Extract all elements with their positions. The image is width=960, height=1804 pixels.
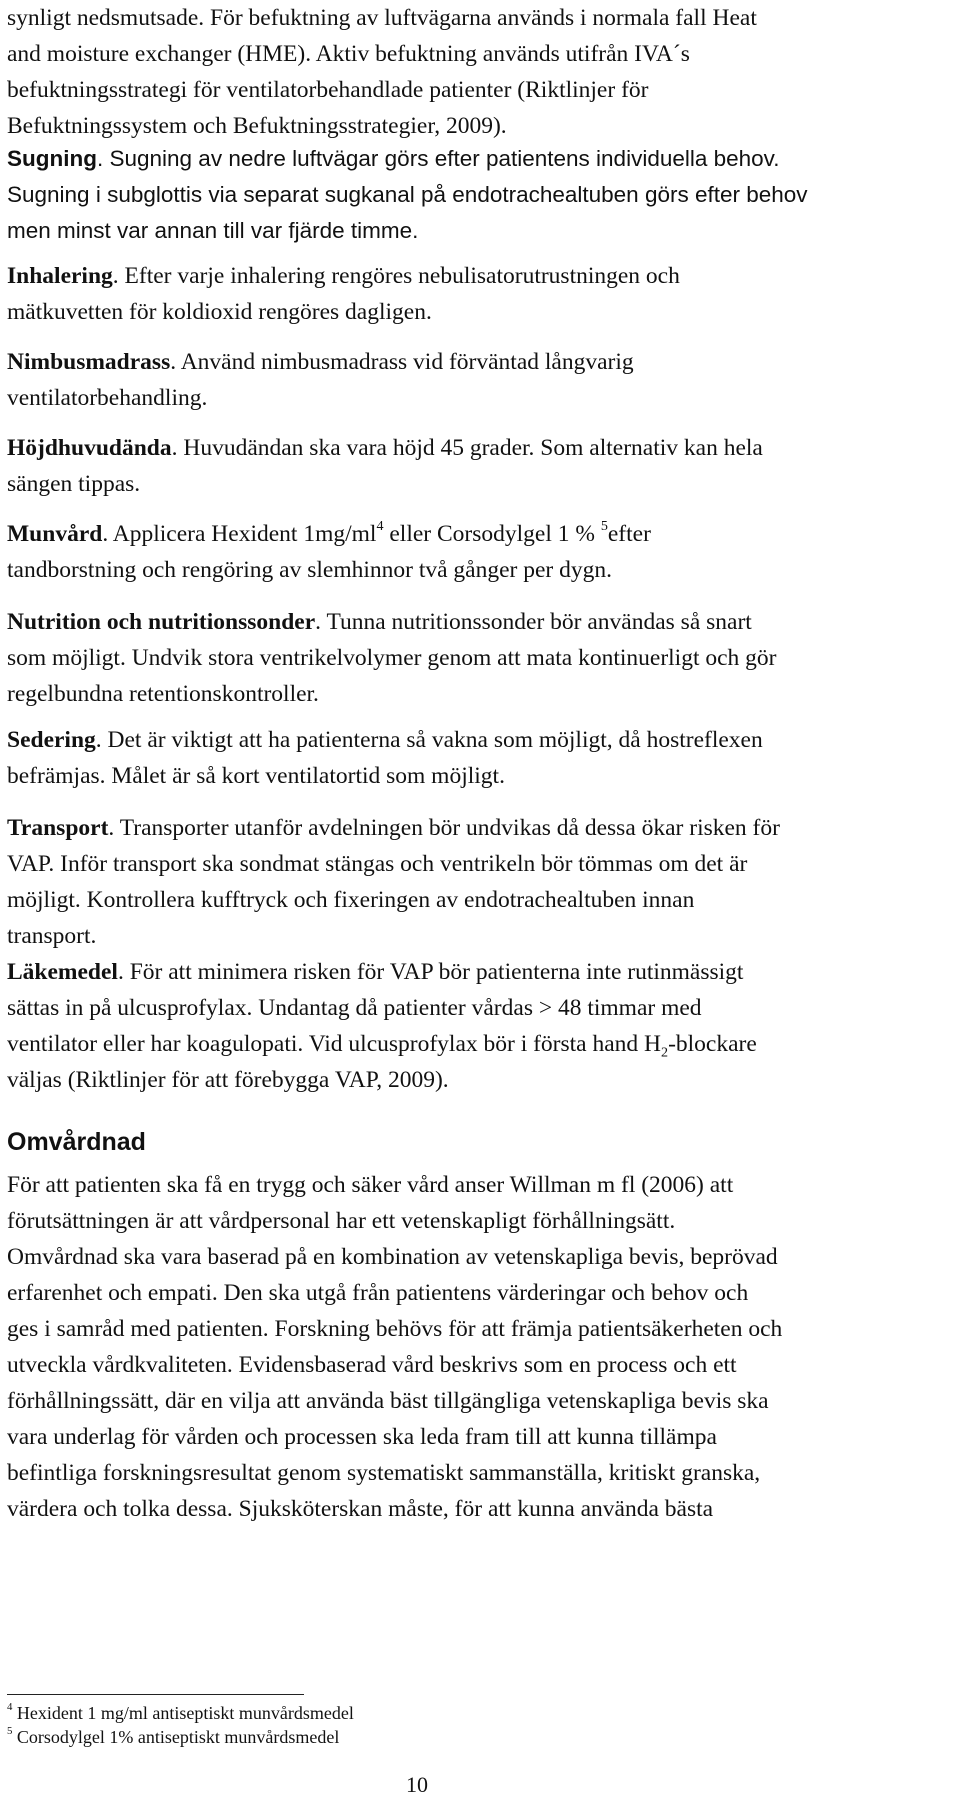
paragraph-text: -blockare [668, 1031, 757, 1057]
paragraph-lead: Nutrition och nutritionssonder [7, 609, 316, 635]
text-line: synligt nedsmutsade. För befuktning av luftvägarna används i normala fall Heat [7, 5, 757, 31]
paragraph-lead: Munvård [7, 521, 103, 547]
paragraph-text: efter [607, 521, 651, 547]
paragraph-text: . För att minimera risken för VAP bör patienterna inte rutinmässigt [117, 959, 744, 985]
subscript: 2 [661, 1044, 669, 1061]
paragraph-text: . Det är viktigt att ha patienterna så vakna som möjligt, då hostreflexen [95, 727, 763, 753]
text-line [7, 141, 947, 177]
paragraph-text: . Använd nimbusmadrass vid förväntad långvarig [170, 349, 634, 375]
paragraph-lead: Transport [7, 815, 109, 841]
page-number: 10 [406, 1772, 428, 1797]
text-line [7, 344, 947, 380]
text-line: vara underlag för vården och processen ska leda fram till att kunna tillämpa [7, 1424, 717, 1450]
nutrition-paragraph [7, 604, 947, 712]
footnote [7, 1702, 607, 1724]
text-line: men minst var annan till var fjärde timme. [7, 218, 419, 243]
text-line: Sugning i subglottis via separat sugkanal på endotrachealtuben görs efter behov [7, 182, 808, 207]
text-line: erfarenhet och empati. Den ska utgå från patientens värderingar och behov och [7, 1280, 749, 1306]
text-line: tandborstning och rengöring av slemhinnor två gånger per dygn. [7, 557, 612, 583]
inhalering-paragraph [7, 258, 947, 330]
text-line: transport. [7, 923, 97, 949]
text-line [7, 516, 947, 552]
paragraph-lead: Nimbusmadrass [7, 349, 171, 375]
text-line: sängen tippas. [7, 471, 141, 497]
text-line: Befuktningssystem och Befuktningsstrategier, 2009). [7, 113, 507, 139]
hojdhuvudanda-paragraph [7, 430, 947, 502]
text-line: utveckla vårdkvaliteten. Evidensbaserad vård beskrivs som en process och ett [7, 1352, 737, 1378]
footnote-number: 5 [7, 1725, 13, 1738]
paragraph-lead: Höjdhuvudända [7, 435, 172, 461]
text-line [7, 1026, 947, 1062]
paragraph-text: ventilator eller har koagulopati. Vid ulcusprofylax bör i första hand H [7, 1031, 662, 1057]
text-line [7, 604, 947, 640]
text-line [7, 258, 947, 294]
text-line: möjligt. Kontrollera kufftryck och fixeringen av endotrachealtuben innan [7, 887, 695, 913]
text-line: ventilatorbehandling. [7, 385, 208, 411]
footnote-number: 4 [7, 1701, 13, 1714]
text-line: värdera och tolka dessa. Sjuksköterskan måste, för att kunna använda bästa [7, 1496, 714, 1522]
sugning-paragraph [7, 141, 947, 249]
text-line: VAP. Inför transport ska sondmat stängas och ventrikeln bör tömmas om det är [7, 851, 748, 877]
paragraph-text: . Applicera Hexident 1mg/ml [102, 521, 377, 547]
paragraph-text: . Efter varje inhalering rengöres nebulisatorutrustningen och [112, 263, 680, 289]
omvardnad-paragraph [7, 1167, 947, 1527]
paragraph-text: . Sugning av nedre luftvägar görs efter patientens individuella behov. [96, 146, 780, 171]
text-line: befuktningsstrategi för ventilatorbehandlade patienter (Riktlinjer för [7, 77, 649, 103]
text-line: förhållningssätt, där en vilja att använda bäst tillgängliga vetenskapliga bevis ska [7, 1388, 769, 1414]
paragraph-lead: Läkemedel [7, 959, 118, 985]
paragraph-lead: Sedering [7, 727, 96, 753]
text-line: sättas in på ulcusprofylax. Undantag då patienter vårdas > 48 timmar med [7, 995, 702, 1021]
paragraph-text: . Huvudändan ska vara höjd 45 grader. Som alternativ kan hela [171, 435, 763, 461]
text-line [7, 810, 947, 846]
footnote-ref: 4 [376, 518, 384, 535]
text-line: förutsättningen är att vårdpersonal har ett vetenskapligt förhållningsätt. [7, 1208, 676, 1234]
paragraph-lead: Sugning [7, 146, 97, 171]
text-line: befintliga forskningsresultat genom systematiskt sammanställa, kritiskt granska, [7, 1460, 761, 1486]
text-line: befrämjas. Målet är så kort ventilatortid som möjligt. [7, 763, 505, 789]
transport-paragraph [7, 810, 947, 954]
text-line: För att patienten ska få en trygg och säker vård anser Willman m fl (2006) att [7, 1172, 734, 1198]
paragraph-lead: Inhalering [7, 263, 113, 289]
text-line: and moisture exchanger (HME). Aktiv befuktning används utifrån IVA´s [7, 41, 690, 67]
munvard-paragraph [7, 516, 947, 588]
paragraph-text: . Transporter utanför avdelningen bör undvikas då dessa ökar risken för [108, 815, 780, 841]
text-line: ges i samråd med patienten. Forskning behövs för att främja patientsäkerheten och [7, 1316, 783, 1342]
footnote-text: Corsodylgel 1% antiseptiskt munvårdsmedel [12, 1727, 340, 1747]
footnote-ref: 5 [600, 518, 608, 535]
nimbusmadrass-paragraph [7, 344, 947, 416]
text-line [7, 722, 947, 758]
text-line: väljas (Riktlinjer för att förebygga VAP, 2009). [7, 1067, 449, 1093]
text-line: regelbundna retentionskontroller. [7, 681, 319, 707]
footnote [7, 1726, 607, 1748]
sedering-paragraph [7, 722, 947, 794]
paragraph-text: eller Corsodylgel 1 % [383, 521, 601, 547]
lakemedel-paragraph [7, 954, 947, 1098]
footnote-divider [7, 1694, 304, 1695]
intro-paragraph [7, 0, 947, 144]
footnote-text: Hexident 1 mg/ml antiseptiskt munvårdsmedel [12, 1703, 354, 1723]
text-line [7, 430, 947, 466]
text-line [7, 954, 947, 990]
text-line: som möjligt. Undvik stora ventrikelvolymer genom att mata kontinuerligt och gör [7, 645, 777, 671]
paragraph-text: . Tunna nutritionssonder bör användas så snart [315, 609, 752, 635]
text-line: mätkuvetten för koldioxid rengöres dagligen. [7, 299, 432, 325]
text-line: Omvårdnad ska vara baserad på en kombination av vetenskapliga bevis, beprövad [7, 1244, 778, 1270]
section-heading: Omvårdnad [7, 1128, 146, 1156]
